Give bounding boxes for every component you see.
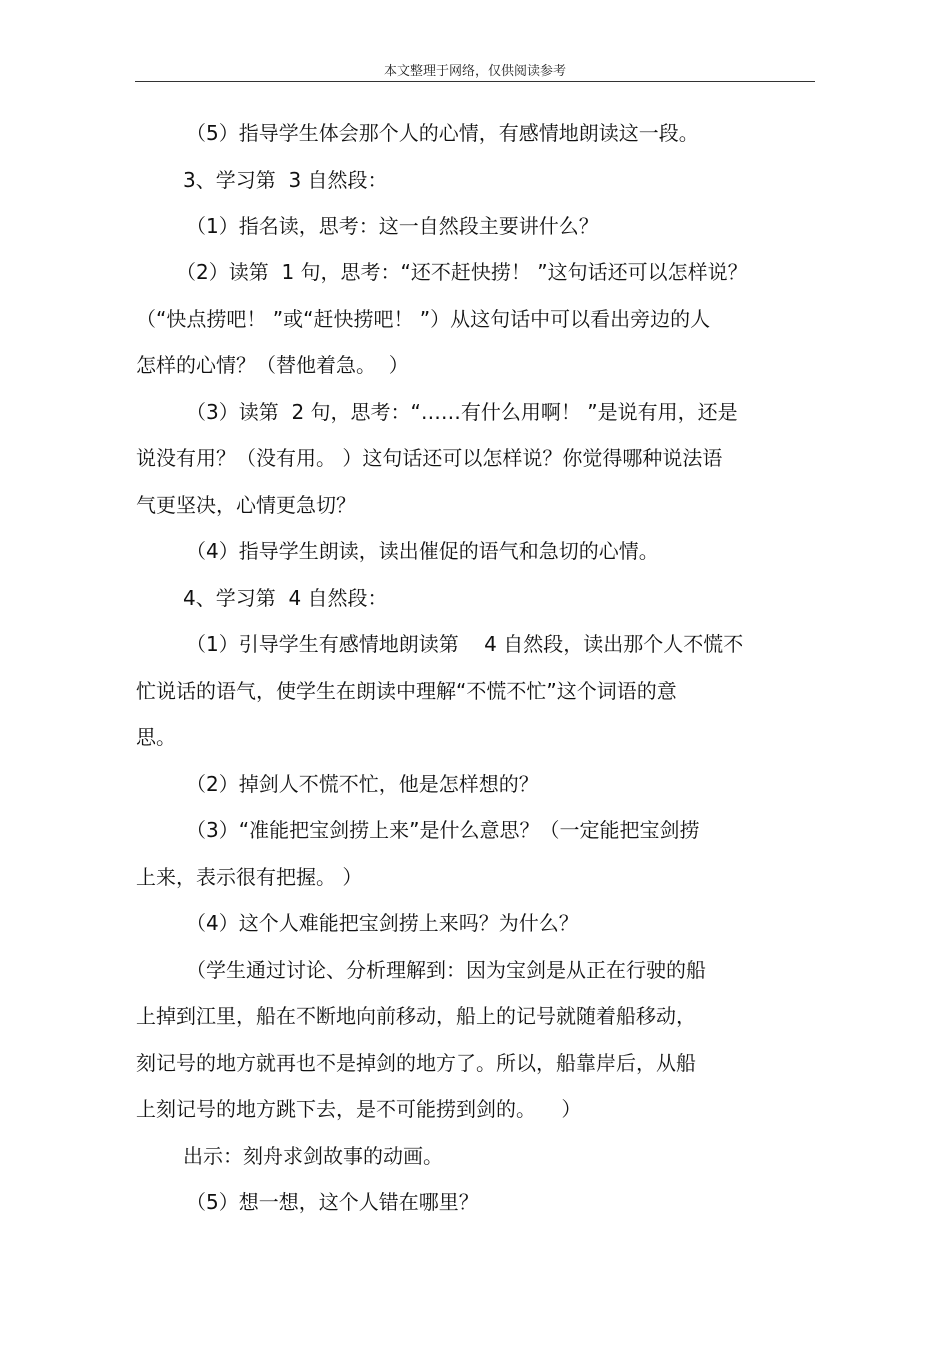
text-line: （4）这个人难能把宝剑捞上来吗？为什么？ <box>186 911 579 935</box>
text-line: 刻记号的地方就再也不是掉剑的地方了。所以，船靠岸后，从船 <box>136 1051 696 1075</box>
text-line: 上来，表示很有把握。 ） <box>136 865 363 889</box>
text-line: （5）想一想，这个人错在哪里？ <box>186 1190 479 1214</box>
text-line: （2）掉剑人不慌不忙，他是怎样想的？ <box>186 772 539 796</box>
text-line: （3）读第 2 句，思考：“……有什么用啊！ ”是说有用，还是 <box>186 400 738 424</box>
text-line: （学生通过讨论、分析理解到：因为宝剑是从正在行驶的船 <box>186 958 706 982</box>
text-line: 4、学习第 4 自然段： <box>183 586 388 610</box>
text-line: （3）“准能把宝剑捞上来”是什么意思？（一定能把宝剑捞 <box>186 818 700 842</box>
text-line: 3、学习第 3 自然段： <box>183 168 388 192</box>
header-divider <box>135 81 815 82</box>
text-line: （“快点捞吧！ ”或“赶快捞吧！ ”）从这句话中可以看出旁边的人 <box>136 307 711 331</box>
page-header: 本文整理于网络，仅供阅读参考 <box>383 64 566 79</box>
text-line: 怎样的心情？（替他着急。 ） <box>136 353 409 377</box>
text-line: （2）读第 1 句，思考：“还不赶快捞！ ”这句话还可以怎样说？ <box>176 260 748 284</box>
text-line: （4）指导学生朗读，读出催促的语气和急切的心情。 <box>186 539 659 563</box>
text-line: （5）指导学生体会那个人的心情，有感情地朗读这一段。 <box>186 121 699 145</box>
text-line: 气更坚决，心情更急切？ <box>136 493 356 517</box>
text-line: 思。 <box>136 725 176 749</box>
text-line: 说没有用？（没有用。 ）这句话还可以怎样说？你觉得哪种说法语 <box>136 446 723 470</box>
text-line: （1）指名读，思考：这一自然段主要讲什么？ <box>186 214 599 238</box>
text-line: 上刻记号的地方跳下去，是不可能捞到剑的。 ） <box>136 1097 582 1121</box>
text-line: （1）引导学生有感情地朗读第 4 自然段，读出那个人不慌不 <box>186 632 744 656</box>
text-line: 忙说话的语气，使学生在朗读中理解“不慌不忙”这个词语的意 <box>136 679 677 703</box>
text-line: 上掉到江里，船在不断地向前移动，船上的记号就随着船移动， <box>136 1004 696 1028</box>
text-line: 出示：刻舟求剑故事的动画。 <box>183 1144 443 1168</box>
